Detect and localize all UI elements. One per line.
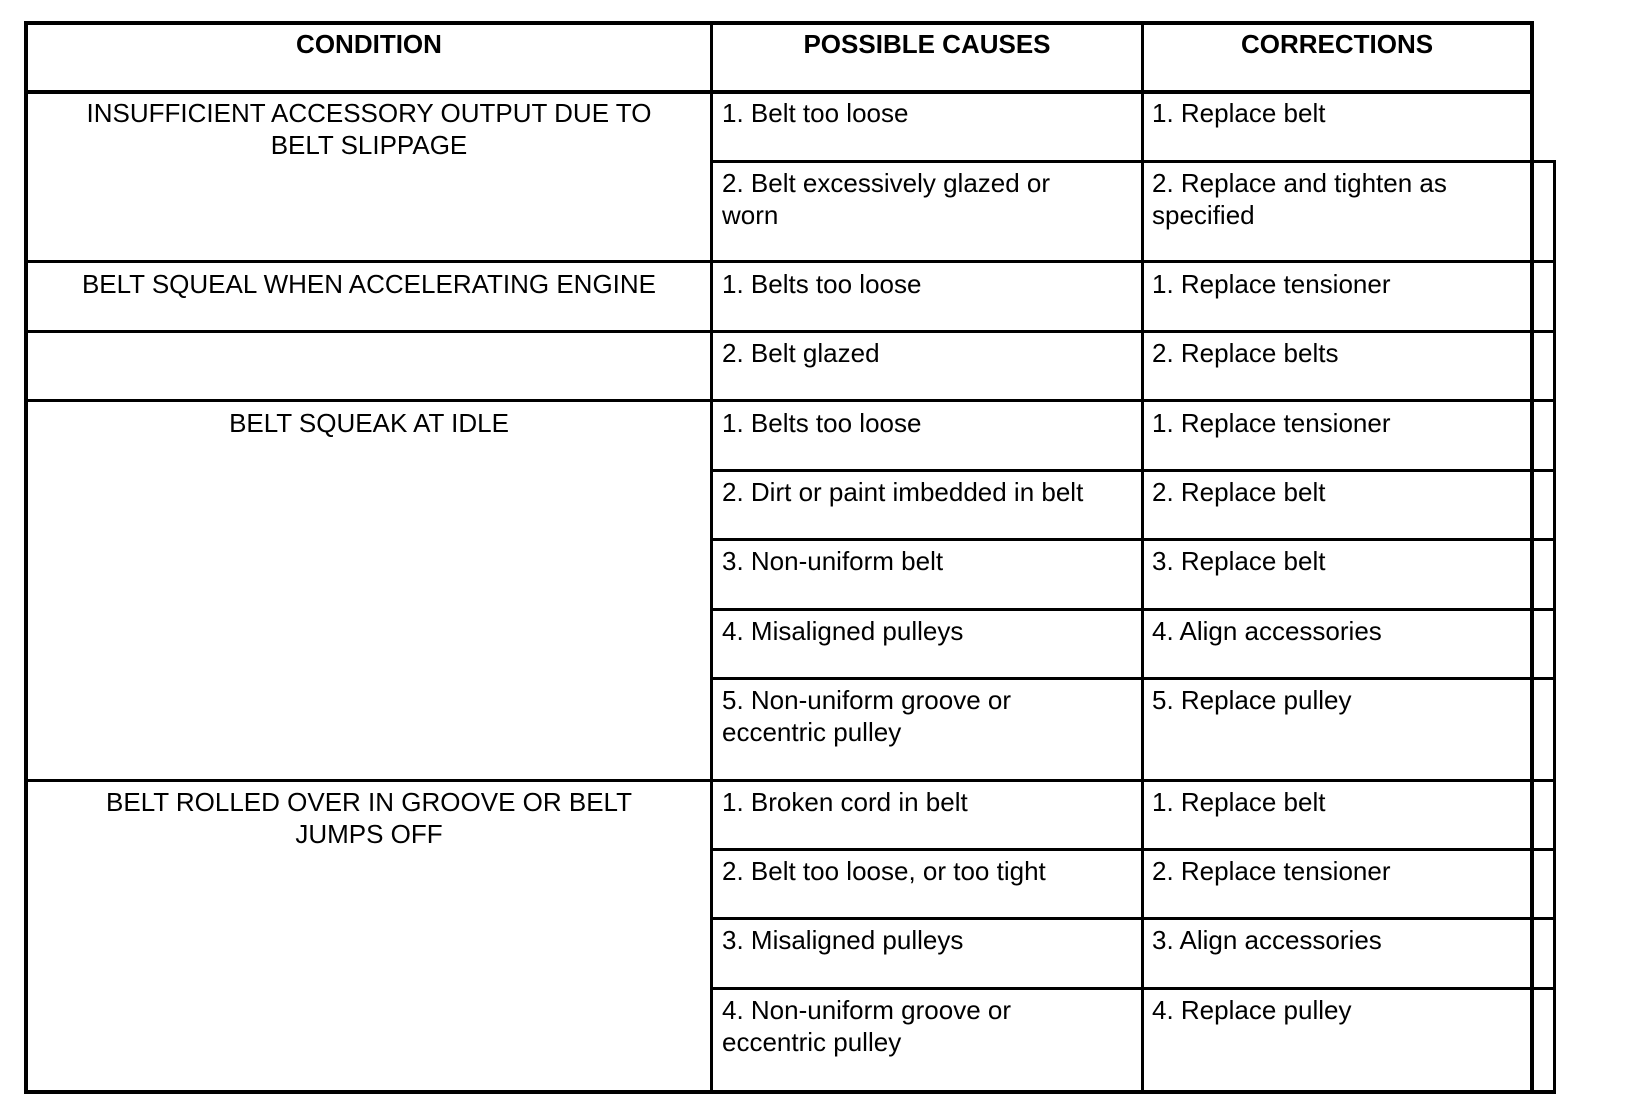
- header-rule: [24, 90, 1534, 94]
- divider-condition-causes: [710, 21, 713, 1094]
- cause-cell: 1. Belt too loose: [722, 98, 909, 128]
- group-rule-2: [24, 330, 1556, 333]
- correction-cell: 1. Replace tensioner: [1152, 269, 1391, 299]
- condition-cell: BELT SQUEAK AT IDLE: [229, 408, 509, 438]
- correction-cell: 4. Align accessories: [1152, 616, 1382, 646]
- border-right: [1530, 21, 1534, 1094]
- group-rule-3: [24, 399, 1556, 402]
- row-rule: [710, 538, 1556, 541]
- row-rule: [710, 608, 1556, 611]
- cause-cell: 3. Misaligned pulleys: [722, 925, 964, 955]
- cause-cell: 1. Belts too loose: [722, 269, 922, 299]
- correction-cell: 1. Replace belt: [1152, 787, 1326, 817]
- row-rule: [710, 987, 1556, 990]
- correction-cell: 3. Align accessories: [1152, 925, 1382, 955]
- row-rule: [710, 848, 1556, 851]
- border-left: [24, 21, 28, 1094]
- condition-cell: BELT SQUEAL WHEN ACCELERATING ENGINE: [81, 269, 657, 299]
- group-rule-4: [24, 779, 1556, 782]
- cause-cell: 1. Broken cord in belt: [722, 787, 968, 817]
- border-right-outer: [1553, 160, 1556, 1094]
- correction-cell: 3. Replace belt: [1152, 546, 1326, 576]
- condition-cell: BELT ROLLED OVER IN GROOVE OR BELT JUMPS OFF: [106, 787, 632, 849]
- row-rule: [710, 677, 1556, 680]
- cause-cell: 3. Non-uniform belt: [722, 546, 944, 576]
- correction-cell: 2. Replace and tighten as specified: [1152, 168, 1447, 230]
- header-possible-causes: POSSIBLE CAUSES: [803, 29, 1051, 59]
- cause-cell: 2. Belt excessively glazed or worn: [722, 168, 1051, 230]
- cause-cell: 2. Belt too loose, or too tight: [722, 856, 1046, 886]
- cause-cell: 2. Dirt or paint imbedded in belt: [722, 477, 1084, 507]
- correction-cell: 4. Replace pulley: [1152, 995, 1352, 1025]
- correction-cell: 1. Replace belt: [1152, 98, 1326, 128]
- cause-cell: 2. Belt glazed: [722, 338, 880, 368]
- divider-causes-corrections: [1141, 21, 1144, 1094]
- header-condition: CONDITION: [296, 29, 442, 59]
- cause-cell: 5. Non-uniform groove or eccentric pulley: [722, 685, 1012, 747]
- correction-cell: 1. Replace tensioner: [1152, 408, 1391, 438]
- correction-cell: 2. Replace tensioner: [1152, 856, 1391, 886]
- correction-cell: 2. Replace belts: [1152, 338, 1339, 368]
- condition-cell: INSUFFICIENT ACCESSORY OUTPUT DUE TO BELT SLIPPAGE: [86, 98, 652, 160]
- group-rule-1: [24, 260, 1556, 263]
- cause-cell: 1. Belts too loose: [722, 408, 922, 438]
- header-corrections: CORRECTIONS: [1240, 29, 1434, 59]
- border-top: [24, 21, 1534, 25]
- row-rule: [710, 917, 1556, 920]
- correction-cell: 5. Replace pulley: [1152, 685, 1352, 715]
- row-rule: [710, 160, 1556, 163]
- cause-cell: 4. Non-uniform groove or eccentric pulley: [722, 995, 1012, 1057]
- row-rule: [710, 469, 1556, 472]
- correction-cell: 2. Replace belt: [1152, 477, 1326, 507]
- cause-cell: 4. Misaligned pulleys: [722, 616, 964, 646]
- border-bottom: [24, 1090, 1556, 1094]
